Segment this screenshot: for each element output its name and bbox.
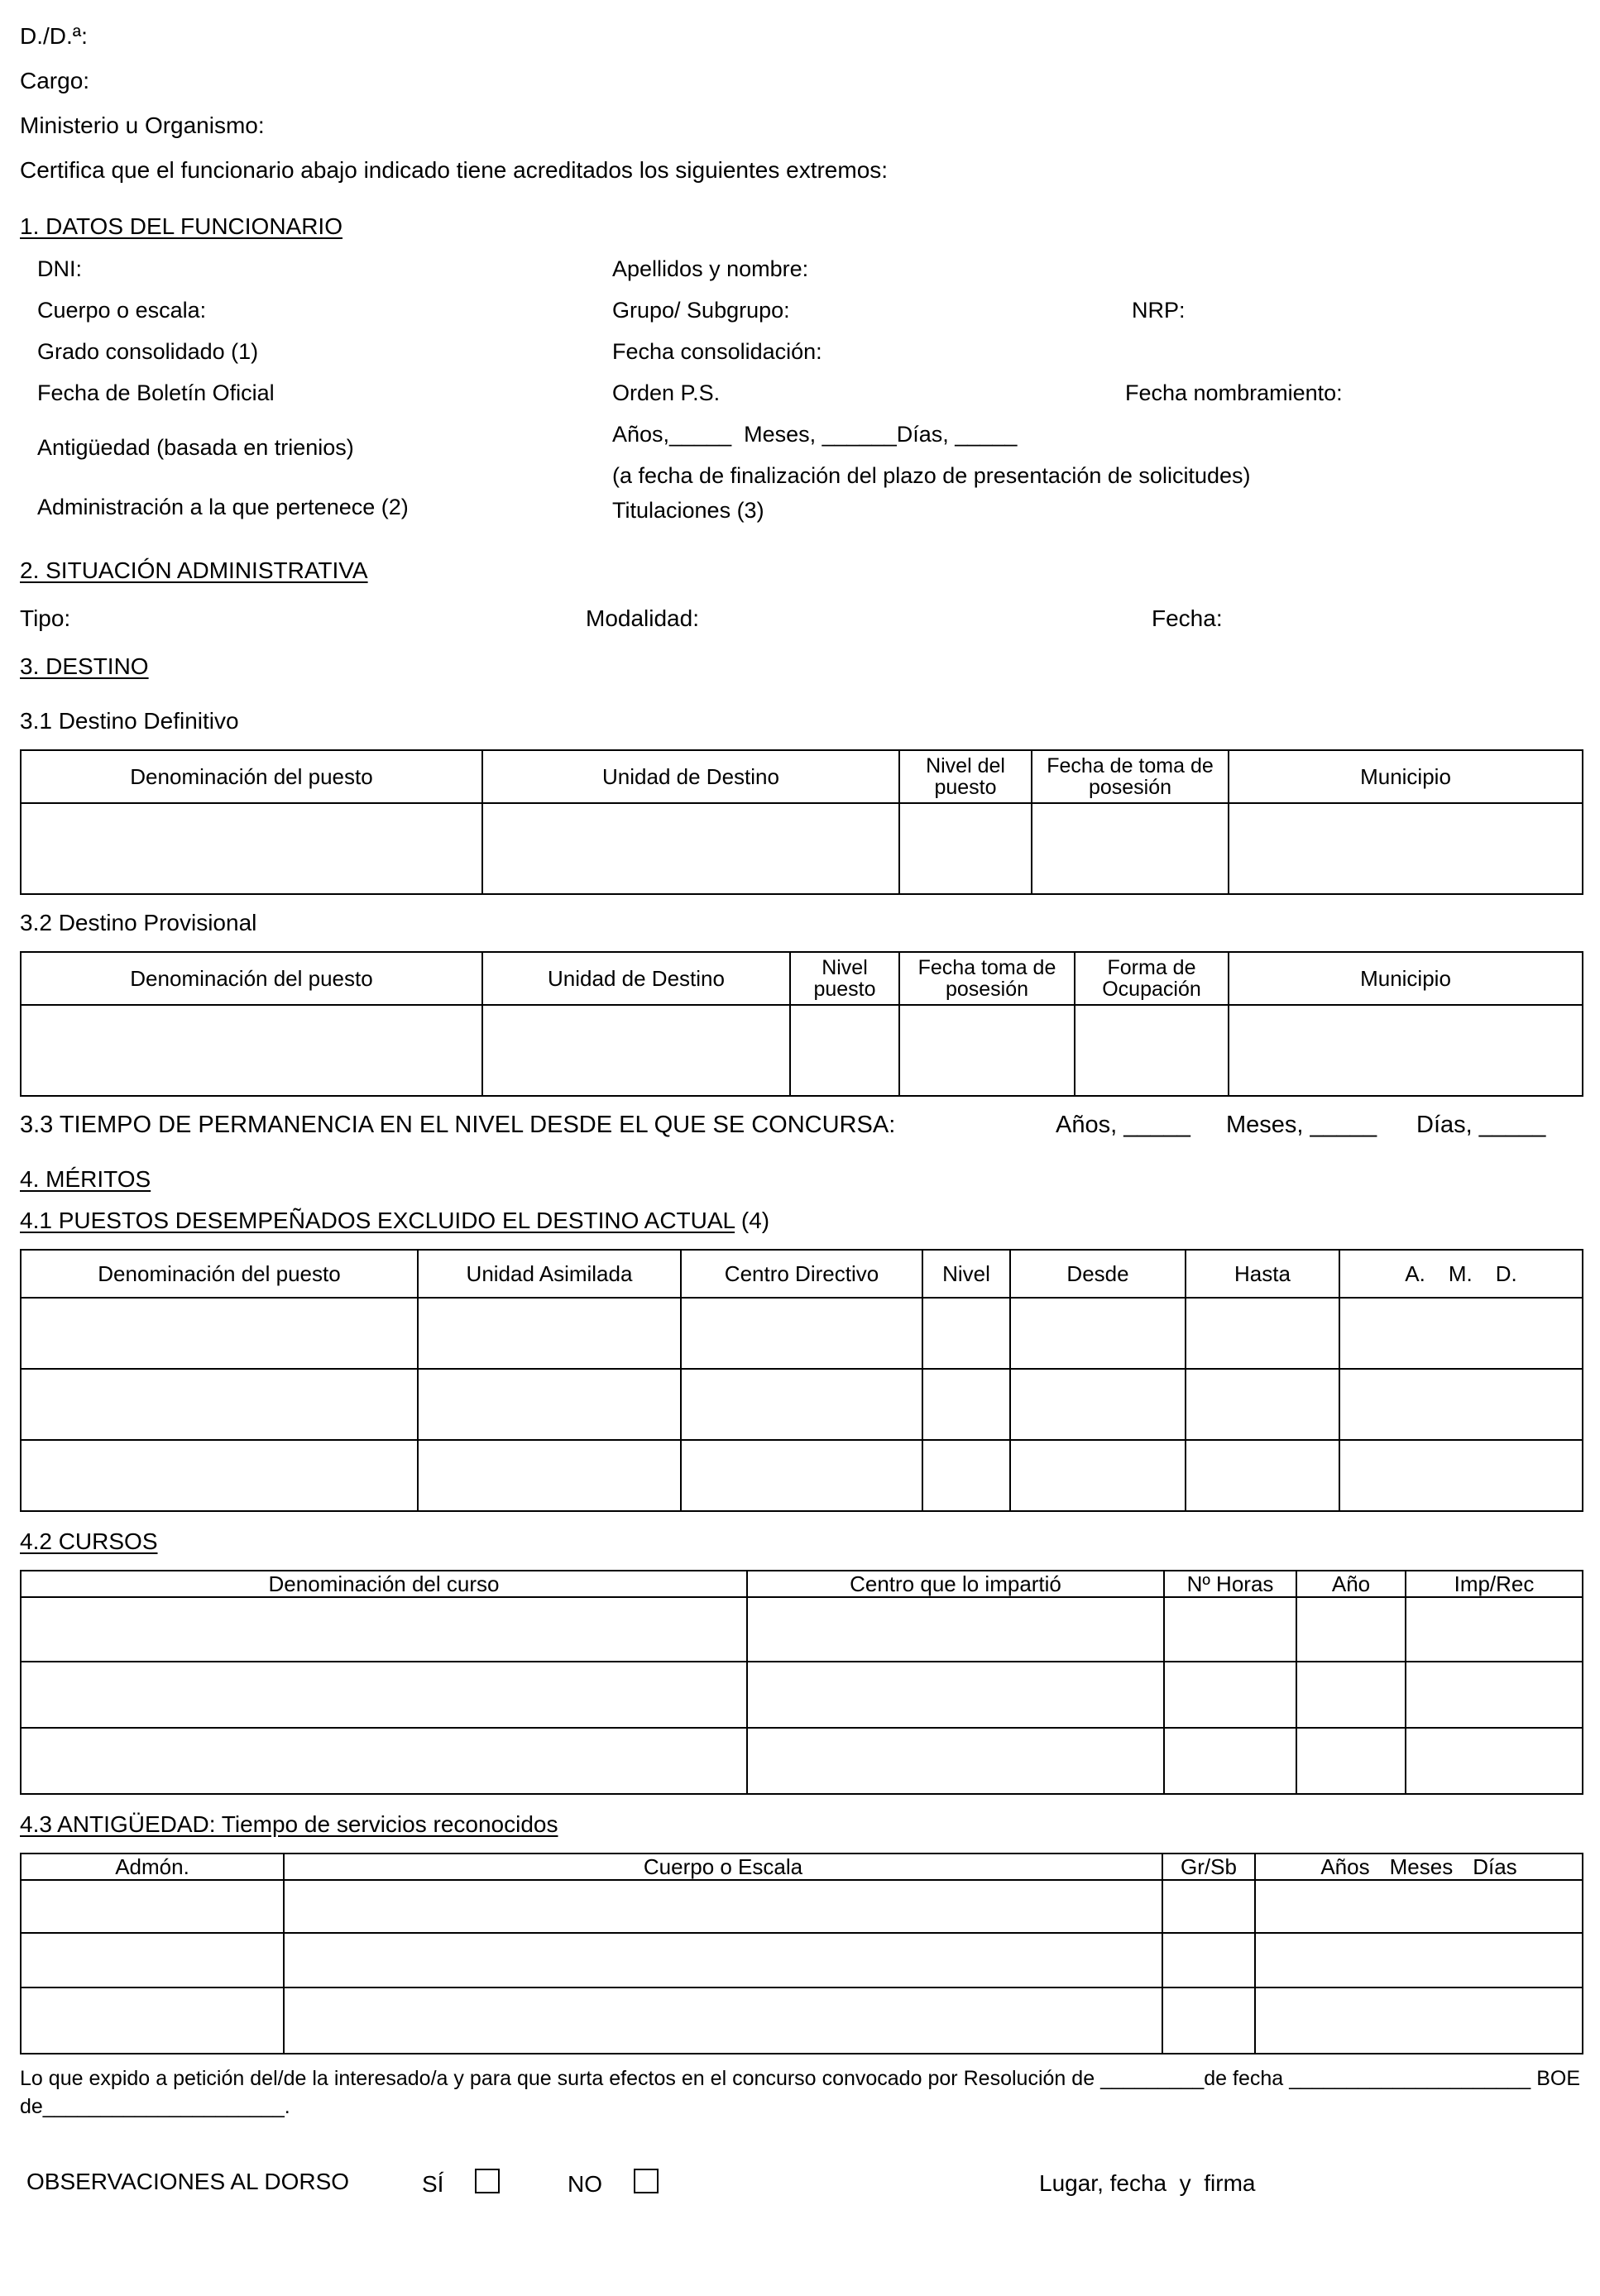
- header-denominacion-curso: Denominación del curso: [21, 1571, 747, 1597]
- header-ano: Año: [1296, 1571, 1406, 1597]
- si-label: SÍ: [422, 2171, 444, 2197]
- header-anos: Años: [1320, 1854, 1370, 1879]
- modalidad-label: Modalidad:: [586, 605, 699, 631]
- table-cell[interactable]: [1186, 1298, 1339, 1369]
- table-cell[interactable]: [1186, 1369, 1339, 1440]
- table-cell[interactable]: [1406, 1597, 1583, 1662]
- table-cell[interactable]: [922, 1440, 1010, 1511]
- fecha-label: Fecha:: [1152, 605, 1223, 631]
- table-cell[interactable]: [1296, 1728, 1406, 1794]
- table-cell[interactable]: [681, 1440, 922, 1511]
- table-row: [21, 1597, 1583, 1662]
- cursos-table: [20, 1570, 1583, 1795]
- table-cell[interactable]: [747, 1597, 1164, 1662]
- table-row: [21, 1933, 1583, 1987]
- table-row: [21, 1662, 1583, 1728]
- fecha-nombramiento-label: Fecha nombramiento:: [1125, 380, 1343, 405]
- table-cell[interactable]: [284, 1987, 1162, 2054]
- header-a: A.: [1405, 1261, 1425, 1286]
- fecha-consolidacion-label: Fecha consolidación:: [612, 339, 822, 364]
- no-option: [568, 2169, 659, 2198]
- table-cell[interactable]: [21, 1987, 284, 2054]
- si-checkbox[interactable]: [475, 2169, 500, 2193]
- header-desde: Desde: [1010, 1250, 1186, 1298]
- header-unidad-destino: Unidad de Destino: [482, 750, 899, 803]
- closing-statement: Lo que expido a petición del/de la interesado/a y para que surta efectos en el concurso convocado por Resolución de _________de fecha _____________________ BOE de_____________________.: [20, 2067, 1580, 2118]
- no-checkbox[interactable]: [634, 2169, 659, 2193]
- puestos-title-text: 4.1 PUESTOS DESEMPEÑADOS EXCLUIDO EL DESTINO ACTUAL: [20, 1208, 735, 1233]
- table-cell[interactable]: [1010, 1440, 1186, 1511]
- header-unidad-asimilada: Unidad Asimilada: [418, 1250, 681, 1298]
- table-cell[interactable]: [1255, 1880, 1583, 1933]
- table-cell[interactable]: [1162, 1880, 1255, 1933]
- header-denominacion: Denominación del puesto: [21, 750, 482, 803]
- section2-title: 2. SITUACIÓN ADMINISTRATIVA: [20, 557, 368, 583]
- tiempo-dias: Días, _____: [1416, 1112, 1546, 1138]
- dni-label: DNI:: [37, 256, 82, 281]
- cargo-label: Cargo:: [20, 68, 90, 93]
- certifica-text: Certifica que el funcionario abajo indicado tiene acreditados los siguientes extremos:: [20, 157, 889, 183]
- table-cell[interactable]: [1255, 1933, 1583, 1987]
- table-cell[interactable]: [284, 1880, 1162, 1933]
- puestos-title-note: (4): [735, 1208, 770, 1233]
- table-cell[interactable]: [1296, 1597, 1406, 1662]
- lugar-fecha-firma: Lugar, fecha y firma: [1039, 2170, 1256, 2196]
- table-row: [21, 1728, 1583, 1794]
- header-nivel: Nivel: [922, 1250, 1010, 1298]
- table-cell[interactable]: [1186, 1440, 1339, 1511]
- table-cell[interactable]: [922, 1298, 1010, 1369]
- header-dias: Días: [1473, 1854, 1517, 1879]
- table-cell[interactable]: [681, 1369, 922, 1440]
- table-cell[interactable]: [1229, 1005, 1583, 1096]
- table-cell[interactable]: [790, 1005, 899, 1096]
- header-denominacion: Denominación del puesto: [21, 952, 482, 1005]
- table-cell[interactable]: [21, 1005, 482, 1096]
- tipo-label: Tipo:: [20, 605, 71, 631]
- table-cell[interactable]: [21, 1880, 284, 1933]
- observaciones-label: OBSERVACIONES AL DORSO: [26, 2169, 350, 2194]
- table-row: [21, 1005, 1583, 1096]
- table-cell[interactable]: [1406, 1728, 1583, 1794]
- tiempo-permanencia-label: 3.3 TIEMPO DE PERMANENCIA EN EL NIVEL DESDE EL QUE SE CONCURSA:: [20, 1112, 896, 1138]
- table-cell[interactable]: [284, 1933, 1162, 1987]
- table-cell[interactable]: [21, 1298, 418, 1369]
- destino-definitivo-table: [20, 749, 1583, 895]
- table-row: [21, 803, 1583, 894]
- tiempo-anos: Años, _____: [1056, 1112, 1190, 1138]
- si-option: [422, 2169, 500, 2198]
- table-cell[interactable]: [418, 1298, 681, 1369]
- grado-label: Grado consolidado (1): [37, 339, 259, 364]
- header-municipio: Municipio: [1229, 750, 1583, 803]
- table-cell[interactable]: [21, 1662, 747, 1728]
- dd-label: D./D.ª:: [20, 23, 88, 49]
- header-centro-imparte: Centro que lo impartió: [747, 1571, 1164, 1597]
- header-anos-meses-dias: [1255, 1854, 1583, 1880]
- header-centro-directivo: Centro Directivo: [681, 1250, 922, 1298]
- section4-title: 4. MÉRITOS: [20, 1166, 151, 1192]
- no-label: NO: [568, 2171, 602, 2197]
- apellidos-label: Apellidos y nombre:: [612, 256, 809, 281]
- header-unidad-destino: Unidad de Destino: [482, 952, 790, 1005]
- table-cell[interactable]: [482, 803, 899, 894]
- a-fecha-note: (a fecha de finalización del plazo de presentación de solicitudes): [612, 463, 1251, 488]
- table-cell[interactable]: [1162, 1933, 1255, 1987]
- table-cell[interactable]: [1010, 1369, 1186, 1440]
- table-row: [21, 1440, 1583, 1511]
- header-municipio: Municipio: [1229, 952, 1583, 1005]
- table-cell[interactable]: [21, 1597, 747, 1662]
- table-cell[interactable]: [1164, 1728, 1296, 1794]
- table-cell[interactable]: [21, 803, 482, 894]
- table-cell[interactable]: [747, 1728, 1164, 1794]
- grupo-label: Grupo/ Subgrupo:: [612, 298, 790, 323]
- fecha-boletin-label: Fecha de Boletín Oficial: [37, 380, 275, 405]
- administracion-label: Administración a la que pertenece (2): [37, 495, 409, 519]
- orden-ps-label: Orden P.S.: [612, 380, 721, 405]
- table-row: [21, 1880, 1583, 1933]
- ministerio-label: Ministerio u Organismo:: [20, 112, 265, 138]
- header-horas: Nº Horas: [1164, 1571, 1296, 1597]
- table-row: [21, 1987, 1583, 2054]
- table-cell[interactable]: [21, 1440, 418, 1511]
- table-cell[interactable]: [21, 1933, 284, 1987]
- header-fecha-toma: Fecha toma de posesión: [899, 952, 1075, 1005]
- table-cell[interactable]: [1164, 1662, 1296, 1728]
- header-amd: [1339, 1250, 1583, 1298]
- table-cell[interactable]: [418, 1440, 681, 1511]
- titulaciones-label: Titulaciones (3): [612, 498, 764, 523]
- destino-definitivo-title: 3.1 Destino Definitivo: [20, 708, 239, 734]
- table-cell[interactable]: [1010, 1298, 1186, 1369]
- header-denominacion: Denominación del puesto: [21, 1250, 418, 1298]
- table-cell[interactable]: [922, 1369, 1010, 1440]
- table-cell[interactable]: [1229, 803, 1583, 894]
- table-cell[interactable]: [1255, 1987, 1583, 2054]
- antiguedad-fields: Años,_____ Meses, ______Días, _____: [612, 422, 1018, 447]
- destino-provisional-title: 3.2 Destino Provisional: [20, 910, 257, 935]
- table-cell[interactable]: [21, 1728, 747, 1794]
- header-nivel: Nivel puesto: [790, 952, 899, 1005]
- antiguedad-table: [20, 1853, 1583, 2054]
- header-nivel: Nivel del puesto: [899, 750, 1032, 803]
- puestos-title: [20, 1208, 769, 1234]
- header-m: M.: [1448, 1261, 1473, 1286]
- table-cell[interactable]: [21, 1369, 418, 1440]
- table-cell[interactable]: [899, 1005, 1075, 1096]
- header-fecha-toma: Fecha de toma de posesión: [1032, 750, 1229, 803]
- section1-title: 1. DATOS DEL FUNCIONARIO: [20, 213, 343, 239]
- antiguedad-label: Antigüedad (basada en trienios): [37, 435, 354, 460]
- header-meses: Meses: [1389, 1854, 1454, 1879]
- table-cell[interactable]: [681, 1298, 922, 1369]
- table-cell[interactable]: [1339, 1369, 1583, 1440]
- table-cell[interactable]: [418, 1369, 681, 1440]
- header-hasta: Hasta: [1186, 1250, 1339, 1298]
- header-gr-sb: Gr/Sb: [1162, 1854, 1255, 1880]
- destino-provisional-table: [20, 951, 1583, 1097]
- table-cell[interactable]: [1032, 803, 1229, 894]
- table-cell[interactable]: [1339, 1298, 1583, 1369]
- table-cell[interactable]: [482, 1005, 790, 1096]
- tiempo-meses: Meses, _____: [1226, 1112, 1377, 1138]
- header-forma-ocupacion: Forma de Ocupación: [1075, 952, 1229, 1005]
- table-row: [21, 1298, 1583, 1369]
- table-cell[interactable]: [1406, 1662, 1583, 1728]
- puestos-table: [20, 1249, 1583, 1512]
- cursos-title: 4.2 CURSOS: [20, 1528, 158, 1554]
- cuerpo-label: Cuerpo o escala:: [37, 298, 207, 323]
- table-cell[interactable]: [747, 1662, 1164, 1728]
- table-cell[interactable]: [1296, 1662, 1406, 1728]
- header-admon: Admón.: [21, 1854, 284, 1880]
- header-cuerpo-escala: Cuerpo o Escala: [284, 1854, 1162, 1880]
- antiguedad-title: 4.3 ANTIGÜEDAD: Tiempo de servicios reconocidos: [20, 1811, 558, 1837]
- section3-title: 3. DESTINO: [20, 653, 149, 679]
- table-cell[interactable]: [1164, 1597, 1296, 1662]
- table-row: [21, 1369, 1583, 1440]
- nrp-label: NRP:: [1132, 298, 1186, 323]
- table-cell[interactable]: [1339, 1440, 1583, 1511]
- header-d: D.: [1495, 1261, 1517, 1286]
- header-imp-rec: Imp/Rec: [1406, 1571, 1583, 1597]
- table-cell[interactable]: [899, 803, 1032, 894]
- table-cell[interactable]: [1075, 1005, 1229, 1096]
- table-cell[interactable]: [1162, 1987, 1255, 2054]
